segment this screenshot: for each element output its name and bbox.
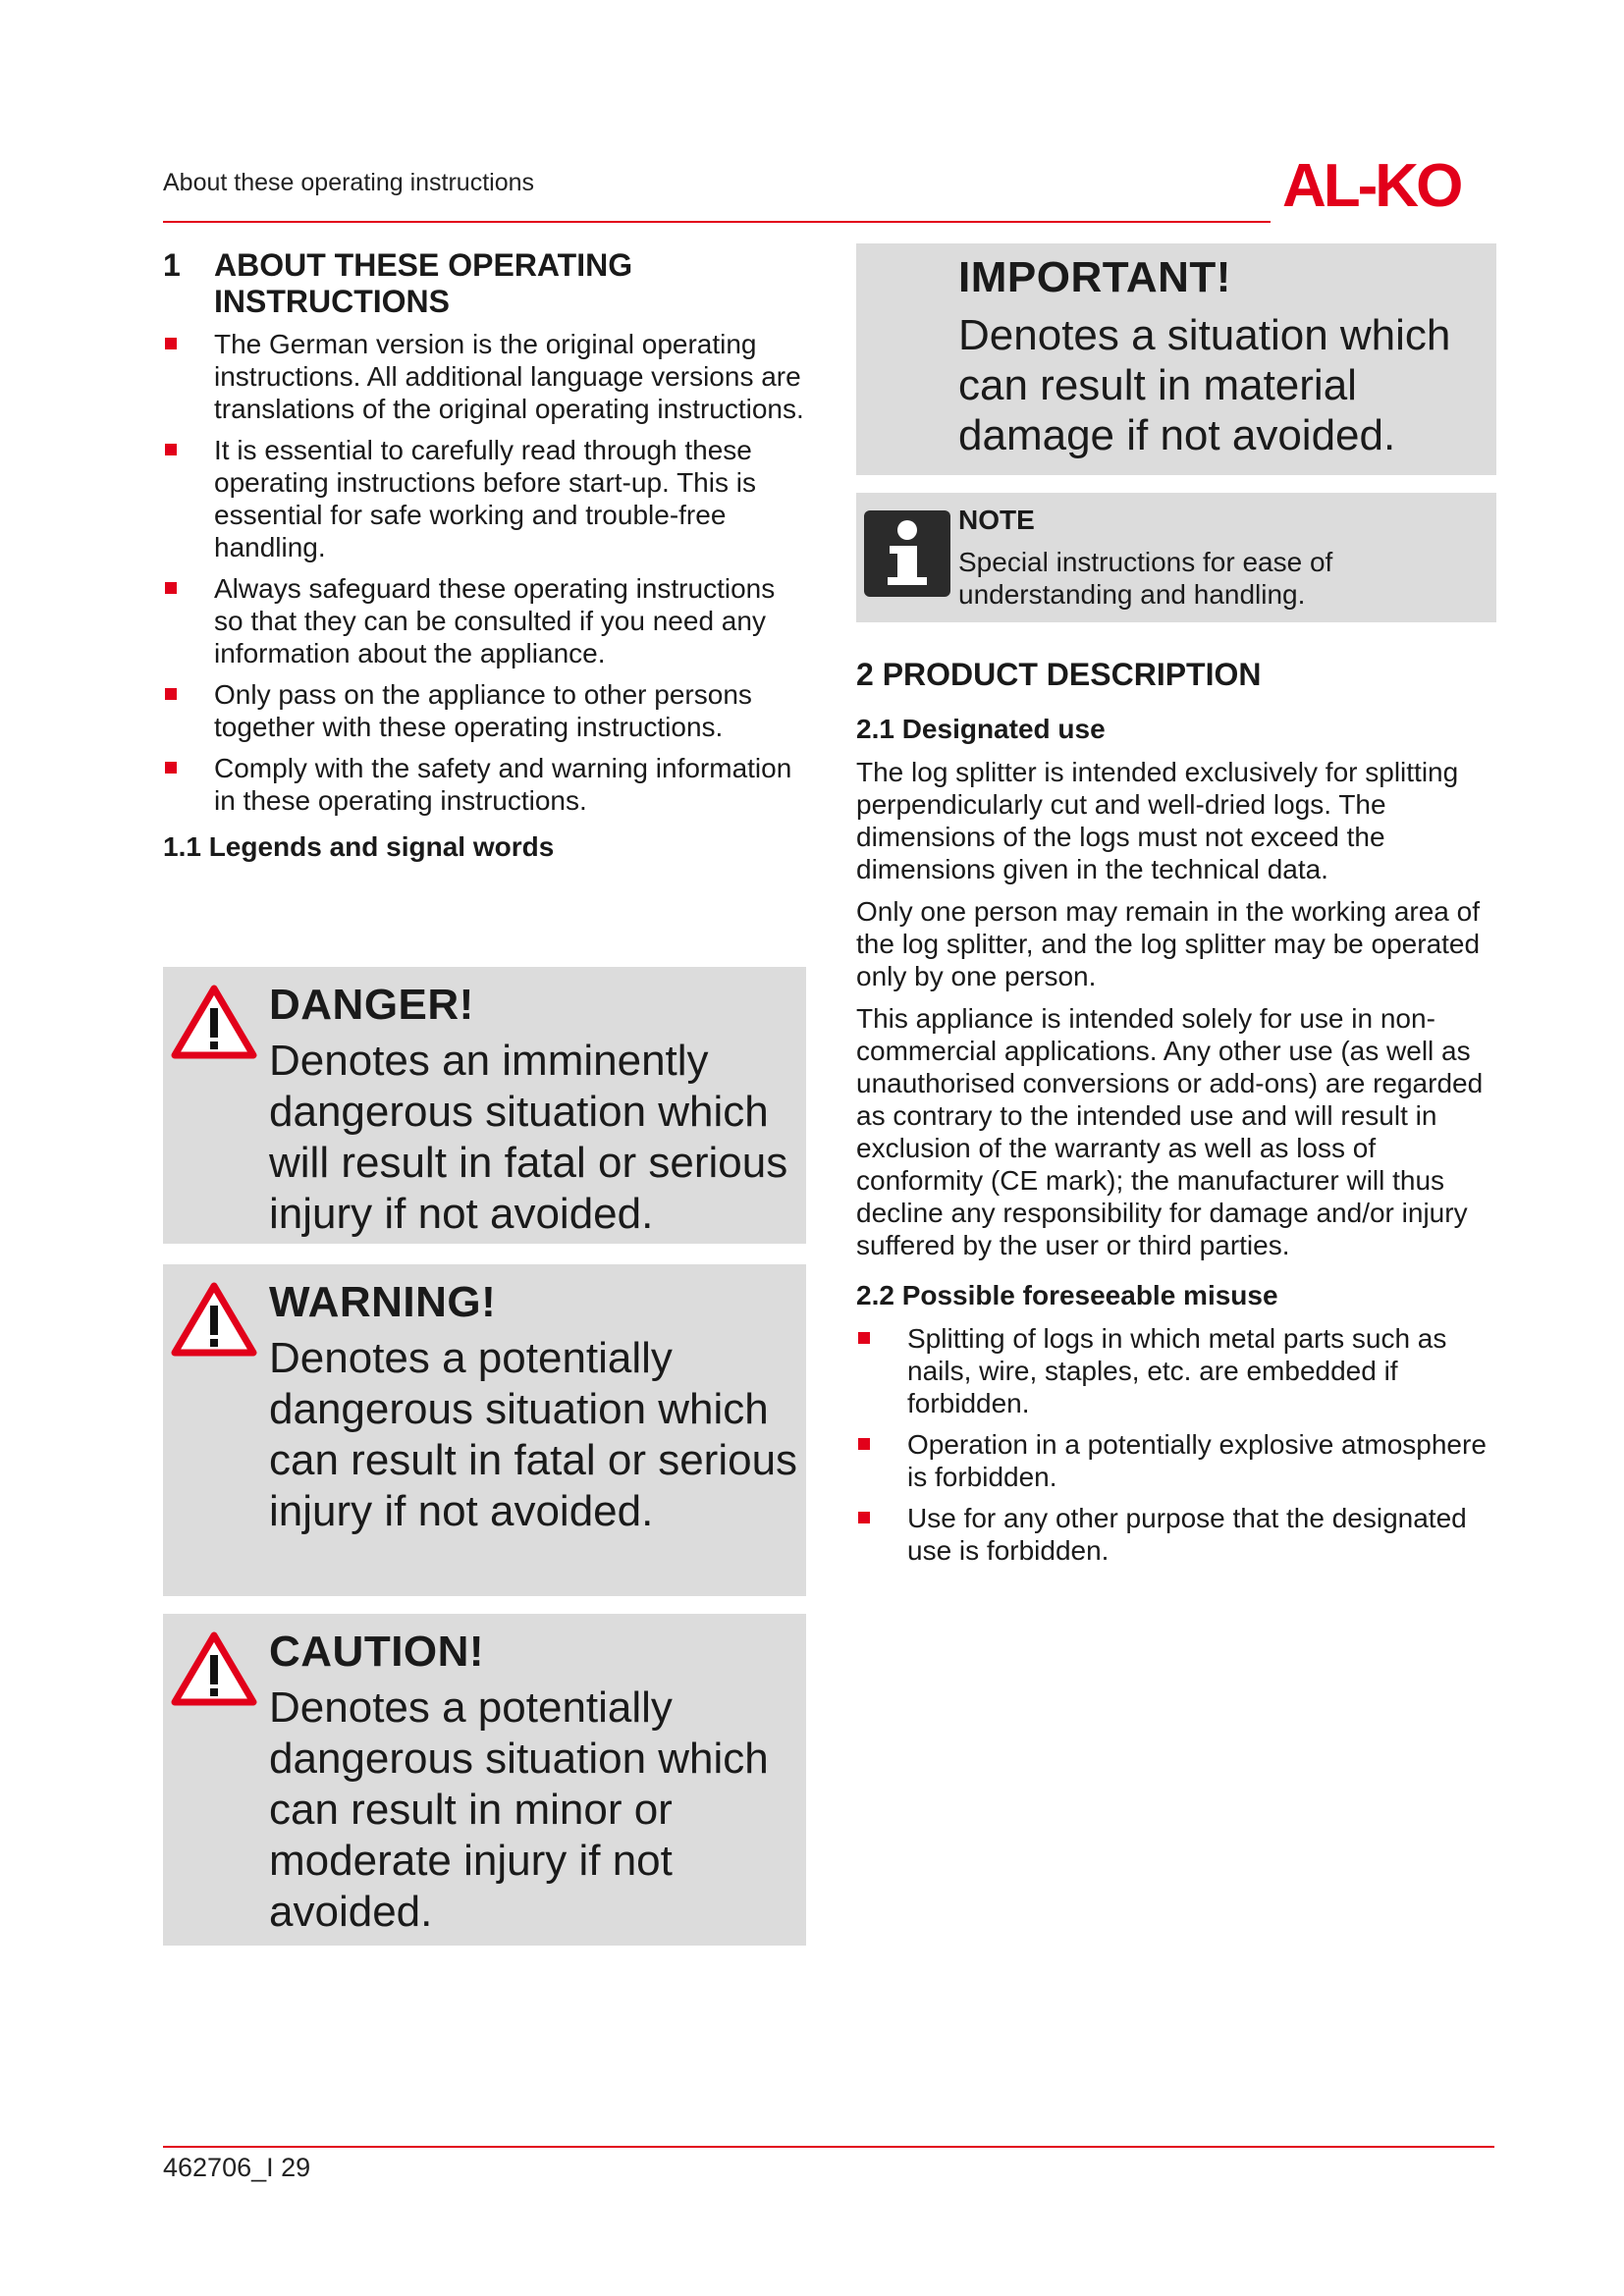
- designated-use-heading: 2.1 Designated use: [856, 714, 1106, 744]
- bullet-square-icon: [858, 1332, 870, 1344]
- bullet-square-icon: [165, 762, 177, 774]
- legends-heading: 1.1 Legends and signal words: [163, 831, 555, 862]
- important-box: [856, 243, 1496, 475]
- important-title: IMPORTANT!: [958, 253, 1231, 301]
- note-box: [856, 493, 1496, 622]
- list-item: Comply with the safety and warning information in these operating instructions.: [163, 752, 811, 817]
- danger-text: Denotes an imminently dangerous situation which will result in fatal or serious injury if not avoided.: [269, 1037, 788, 1238]
- info-icon: [864, 510, 950, 597]
- paragraph: Only one person may remain in the working area of the log splitter, and the log splitter may be operated only by one person.: [856, 896, 1481, 991]
- list-item: Splitting of logs in which metal parts such as nails, wire, staples, etc. are embedded if forbidden.: [856, 1322, 1496, 1419]
- bullet-square-icon: [858, 1512, 870, 1523]
- section1-number: 1: [163, 247, 181, 283]
- misuse-heading: 2.2 Possible foreseeable misuse: [856, 1280, 1278, 1310]
- note-title: NOTE: [958, 505, 1035, 535]
- important-text: Denotes a situation which can result in material damage if not avoided.: [958, 311, 1451, 459]
- running-header: About these operating instructions: [163, 169, 535, 196]
- paragraph: This appliance is intended solely for use in non-commercial applications. Any other use (as well as unauthorised conversions or add-ons) are regarded as contrary to the intended use and will result in exclusion of the warranty as well as loss of conformity (CE mark); the manufacturer will thus decline any responsibility for damage and/or injury suffered by the user or third parties.: [856, 1003, 1484, 1260]
- danger-title: DANGER!: [269, 981, 474, 1029]
- list-item: Operation in a potentially explosive atmosphere is forbidden.: [856, 1428, 1496, 1493]
- alko-logo: [1282, 155, 1496, 212]
- left-column: [163, 247, 811, 864]
- list-item: It is essential to carefully read through these operating instructions before start-up. This is essential for safe working and trouble-free handling.: [163, 434, 811, 563]
- list-item: Use for any other purpose that the designated use is forbidden.: [856, 1502, 1496, 1567]
- section1-title-line2: INSTRUCTIONS: [214, 284, 450, 319]
- section2: [856, 656, 1496, 1575]
- section1-title-line1: ABOUT THESE OPERATING: [214, 247, 633, 283]
- warning-box: [163, 1264, 806, 1596]
- danger-box: [163, 967, 806, 1244]
- bullet-square-icon: [165, 444, 177, 455]
- bullet-square-icon: [165, 582, 177, 594]
- list-item: The German version is the original operating instructions. All additional language versions are translations of the original operating instructions.: [163, 328, 811, 425]
- paragraph: The log splitter is intended exclusively for splitting perpendicularly cut and well-dried logs. The dimensions of the logs must not exceed the dimensions given in the technical data.: [856, 757, 1459, 884]
- page-number: 462706_I 29: [163, 2153, 311, 2182]
- header-rule: [163, 221, 1271, 223]
- bullet-square-icon: [858, 1438, 870, 1450]
- warning-triangle-icon: [171, 985, 257, 1061]
- footer-rule: [163, 2146, 1494, 2148]
- note-text: Special instructions for ease of understanding and handling.: [958, 547, 1333, 610]
- caution-text: Denotes a potentially dangerous situation which can result in minor or moderate injury if not avoided.: [269, 1683, 769, 1936]
- section1-heading: [163, 247, 811, 320]
- warning-triangle-icon: [171, 1282, 257, 1359]
- bullet-square-icon: [165, 688, 177, 700]
- warning-title: WARNING!: [269, 1278, 497, 1326]
- caution-title: CAUTION!: [269, 1628, 485, 1676]
- list-item: Only pass on the appliance to other persons together with these operating instructions.: [163, 678, 811, 743]
- warning-text: Denotes a potentially dangerous situation which can result in fatal or serious injury if not avoided.: [269, 1334, 798, 1535]
- misuse-list: [856, 1322, 1496, 1567]
- caution-box: [163, 1614, 806, 1946]
- warning-triangle-icon: [171, 1631, 257, 1708]
- section2-heading: 2 PRODUCT DESCRIPTION: [856, 657, 1262, 692]
- section1-bullet-list: [163, 328, 811, 817]
- list-item: Always safeguard these operating instructions so that they can be consulted if you need any information about the appliance.: [163, 572, 811, 669]
- logo-text: AL-KO: [1282, 155, 1461, 212]
- bullet-square-icon: [165, 338, 177, 349]
